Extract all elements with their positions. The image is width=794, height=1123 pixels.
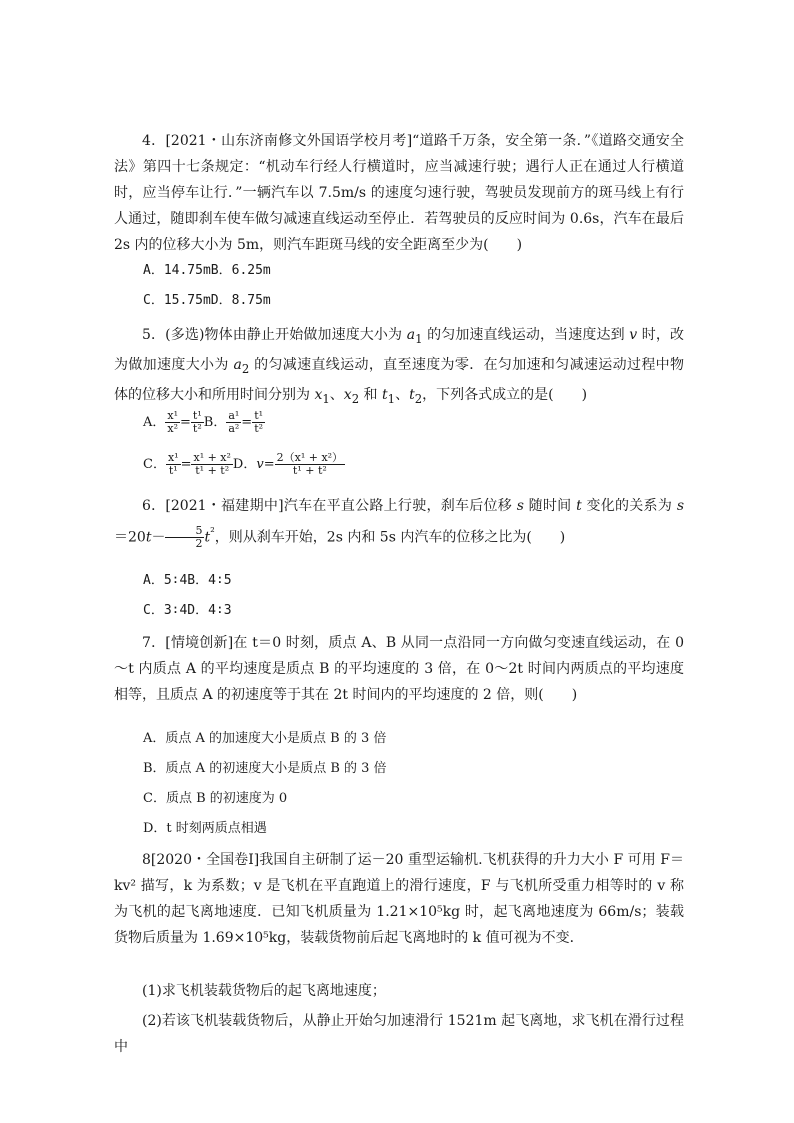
question-7-option-b: B．质点 A 的初速度大小是质点 B 的 3 倍 — [143, 761, 387, 776]
question-6-options-ab: A．5∶4B．4∶5 — [143, 573, 232, 588]
question-5-text: 5．(多选)物体由静止开始做加速度大小为 $a_1$ 的匀加速直线运动，当速度达到 v 时，改为做加速度大小为 $a_2$ 的匀减速直线运动，直至速度为零．在匀加速和匀减速运动过程中物体的位移大小和所用时间分别为 $x_1$、$x_2$ 和 $t_1$、$t_2$，下列各式成立的是( ) — [114, 327, 685, 406]
question-7-option-d: D．t 时刻两质点相遇 — [143, 821, 267, 836]
question-8-subquestion-1: (1)求飞机装载货物后的起飞离地速度； — [142, 983, 386, 999]
question-6-text: 6．[2021・福建期中]汽车在平直公路上行驶，刹车后位移 s 随时间 t 变化的关系为 s＝20t－ $\frac{5}{2}$ $t^{^2}$，则从刹车开始，2s 内和 5s 内汽车的位移之比为( ) — [114, 498, 684, 551]
question-7-text: 7．[情境创新]在 t＝0 时刻，质点 A、B 从同一点沿同一方向做匀变速直线运动，在 0～t 内质点 A 的平均速度是质点 B 的平均速度的 3 倍，在 0～2t 时间内两质点的平均速度相等，且质点 A 的初速度等于其在 2t 时间内的平均速度的 2 倍，则( ) — [114, 635, 684, 703]
question-8-subquestion-2: (2)若该飞机装载货物后，从静止开始匀加速滑行 1521m 起飞离地，求飞机在滑行过程中 — [114, 1013, 684, 1055]
question-5-options-cd: C． $\frac{\text{x¹}}{\text{t¹}}$ = $\frac{\text{x¹ + x²}}{\text{t¹ + t²}}$ D．v= $\frac{\text{2（x¹ + x²）}}{\text{t¹ + t²}}$ — [143, 451, 344, 477]
question-4-text: 4．[2021・山东济南修文外国语学校月考]“道路千万条，安全第一条．”《道路交通安全法》第四十七条规定：“机动车行经人行横道时，应当减速行驶；遇行人正在通过人行横道时，应当停车让行．”一辆汽车以 7.5m/s 的速度匀速行驶，驾驶员发现前方的斑马线上有行人通过，随即刹车使车做匀减速直线运动至停止．若驾驶员的反应时间为 0.6s，汽车在最后 2s 内的位移大小为 5m，则汽车距斑马线的安全距离至少为( ) — [114, 133, 684, 253]
question-5-options-ab: A． $\frac{\text{x¹}}{\text{x²}}$ = $\frac{\text{t¹}}{\text{t²}}$ B． $\frac{\text{a¹}}{\text{a²}}$ = $\frac{\text{t¹}}{\text{t²}}$ — [143, 409, 264, 435]
question-4-options-cd: C．15.75mD．8.75m — [143, 293, 271, 308]
question-8-text: 8[2020・全国卷Ⅰ]我国自主研制了运－20 重型运输机.飞机获得的升力大小 F 可用 F＝kv² 描写，k 为系数；v 是飞机在平直跑道上的滑行速度，F 与飞机所受重力相等时的 v 称为飞机的起飞离地速度．已知飞机质量为 1.21×10⁵kg 时，起飞离地速度为 66m/s；装载货物后质量为 1.69×10⁵kg，装载货物前后起飞离地时的 k 值可视为不变． — [114, 852, 684, 946]
question-4-options-ab: A．14.75mB．6.25m — [143, 263, 271, 278]
question-7-option-c: C．质点 B 的初速度为 0 — [143, 791, 288, 806]
question-7-option-a: A．质点 A 的加速度大小是质点 B 的 3 倍 — [143, 731, 387, 746]
question-6-options-cd: C．3∶4D．4∶3 — [143, 603, 232, 618]
